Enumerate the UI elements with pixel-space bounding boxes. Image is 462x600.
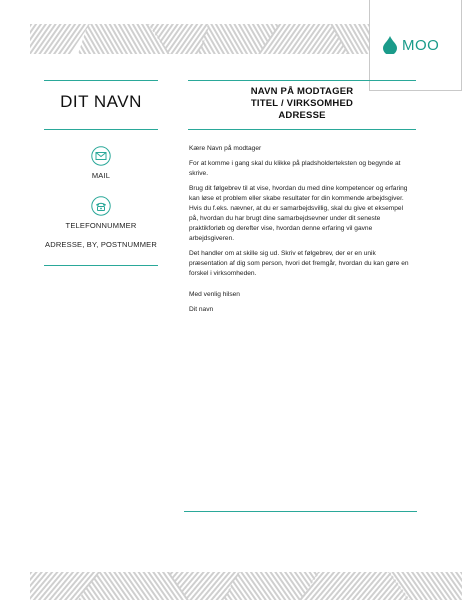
recipient-top-rule <box>188 80 416 81</box>
drop-icon <box>383 36 397 54</box>
salutation: Kære Navn på modtager <box>189 145 262 152</box>
recipient-bottom-rule <box>188 129 416 130</box>
envelope-icon <box>91 146 111 166</box>
name-bottom-rule <box>44 129 158 130</box>
paragraph-intro: For at komme i gang skal du klikke på pladsholderteksten og begynde at skrive. <box>189 160 401 177</box>
phone-label: TELEFONNUMMER <box>65 221 137 230</box>
paragraph-main: Brug dit følgebrev til at vise, hvordan du med dine kompetencer og erfaring kan løse et problem eller skabe resultater for din kommende arbejdsgiver. Hvis du f.eks. nævner, at du er samarbejdsvillig, skal du give et eksempel på, hvordan du har brugt dine samarbejdsevner under dit seneste praktikforløb og derefter vise, hvordan denne erfaring vil gavne arbejdsgiveren. <box>189 185 408 242</box>
recipient-name: NAVN PÅ MODTAGER <box>250 86 354 97</box>
paragraph-standout: Det handler om at skille sig ud. Skriv et følgebrev, der er en unik præsentation af dig som person, hvori det fremgår, hvordan du kan gøre en forskel i virksomheden. <box>189 250 409 277</box>
name-top-rule <box>44 80 158 81</box>
closing: Med venlig hilsen <box>189 291 240 298</box>
footer-rule <box>184 511 417 512</box>
mail-label: MAIL <box>91 171 111 180</box>
letter-body <box>189 144 414 284</box>
logo-box <box>369 0 462 91</box>
telephone-icon <box>91 196 111 216</box>
address-label: ADRESSE, BY, POSTNUMMER <box>45 240 157 249</box>
signature: Dit navn <box>189 306 214 313</box>
sender-name: DIT NAVN <box>60 92 142 111</box>
logo-text: MOO <box>402 37 440 54</box>
recipient-address: ADRESSE <box>278 110 326 121</box>
contact-bottom-rule <box>44 265 158 266</box>
recipient-title: TITEL / VIRKSOMHED <box>250 98 354 109</box>
bottom-pattern-band <box>30 572 462 600</box>
